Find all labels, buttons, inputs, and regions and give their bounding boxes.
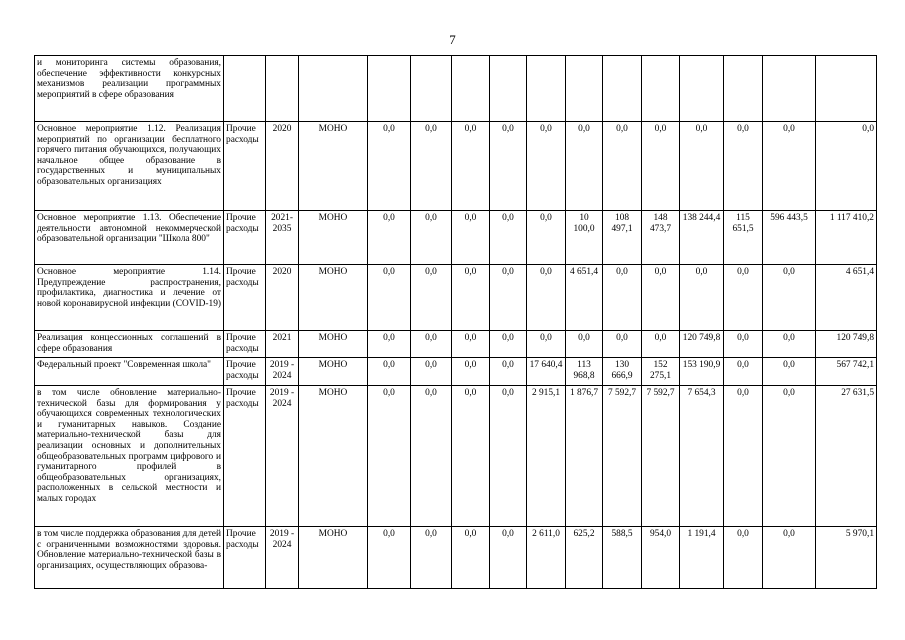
table-row bbox=[35, 386, 877, 527]
value-cell bbox=[680, 56, 724, 122]
implementation-years: 2019 - 2024 bbox=[266, 386, 299, 527]
value-cell: 113 968,8 bbox=[566, 358, 603, 386]
activity-description: в том числе поддержка образования для детей с ограниченными возможностями здоровья. Обновление материально-технической базы в организациях, осуществляющих образова- bbox=[35, 527, 224, 589]
value-cell: 0,0 bbox=[452, 211, 490, 265]
value-cell: 0,0 bbox=[368, 122, 411, 211]
value-cell: 0,0 bbox=[490, 331, 527, 358]
value-cell: 120 749,8 bbox=[680, 331, 724, 358]
value-cell: 0,0 bbox=[411, 527, 452, 589]
value-cell: 0,0 bbox=[490, 386, 527, 527]
value-cell: 17 640,4 bbox=[527, 358, 566, 386]
table-row bbox=[35, 122, 877, 211]
value-cell: 0,0 bbox=[763, 122, 816, 211]
activity-description: и мониторинга системы образования, обеспечение эффективности конкурсных механизмов реализации программных мероприятий в сфере образования bbox=[35, 56, 224, 122]
executor: МОНО bbox=[299, 527, 368, 589]
executor: МОНО bbox=[299, 331, 368, 358]
value-cell: 0,0 bbox=[724, 331, 763, 358]
value-cell bbox=[490, 56, 527, 122]
activity-description: Реализация концессионных соглашений в сфере образования bbox=[35, 331, 224, 358]
value-cell: 138 244,4 bbox=[680, 211, 724, 265]
value-cell: 2 611,0 bbox=[527, 527, 566, 589]
executor: МОНО bbox=[299, 122, 368, 211]
activity-description: Основное мероприятие 1.14. Предупреждение распространения, профилактика, диагностика и лечение от новой коронавирусной инфекции (COVID-19) bbox=[35, 265, 224, 331]
value-cell: 0,0 bbox=[411, 331, 452, 358]
table-row bbox=[35, 265, 877, 331]
value-cell: 0,0 bbox=[566, 122, 603, 211]
value-cell: 0,0 bbox=[680, 122, 724, 211]
value-cell: 0,0 bbox=[527, 265, 566, 331]
activity-description: Основное мероприятие 1.13. Обеспечение деятельности автономной некоммерческой образовательной организации "Школа 800" bbox=[35, 211, 224, 265]
total-cell: 5 970,1 bbox=[816, 527, 877, 589]
value-cell: 0,0 bbox=[763, 527, 816, 589]
value-cell: 115 651,5 bbox=[724, 211, 763, 265]
implementation-years: 2020 bbox=[266, 122, 299, 211]
implementation-years: 2021 bbox=[266, 331, 299, 358]
value-cell: 0,0 bbox=[490, 265, 527, 331]
value-cell: 153 190,9 bbox=[680, 358, 724, 386]
value-cell: 0,0 bbox=[724, 358, 763, 386]
budget-table bbox=[34, 55, 877, 589]
value-cell: 0,0 bbox=[452, 331, 490, 358]
value-cell bbox=[603, 56, 642, 122]
executor: МОНО bbox=[299, 211, 368, 265]
value-cell: 7 592,7 bbox=[642, 386, 680, 527]
total-cell: 0,0 bbox=[816, 122, 877, 211]
value-cell: 0,0 bbox=[642, 122, 680, 211]
page-number: 7 bbox=[449, 32, 456, 47]
value-cell bbox=[452, 56, 490, 122]
implementation-years: 2019 - 2024 bbox=[266, 358, 299, 386]
activity-description: в том числе обновление материально-технической базы для формирования у обучающихся современных технологических и гуманитарных навыков. Создание материально-технической базы для реализации основных и дополнительных общеобразовательных программ цифрового и гуманитарного профилей в общеобразовательных организациях, расположенных в сельской местности и малых городах bbox=[35, 386, 224, 527]
value-cell: 0,0 bbox=[368, 358, 411, 386]
value-cell bbox=[566, 56, 603, 122]
value-cell: 4 651,4 bbox=[566, 265, 603, 331]
implementation-years: 2020 bbox=[266, 265, 299, 331]
value-cell: 2 915,1 bbox=[527, 386, 566, 527]
value-cell bbox=[642, 56, 680, 122]
funding-source: Прочие расходы bbox=[224, 358, 266, 386]
value-cell: 0,0 bbox=[368, 265, 411, 331]
value-cell: 0,0 bbox=[411, 265, 452, 331]
value-cell: 1 191,4 bbox=[680, 527, 724, 589]
value-cell: 0,0 bbox=[368, 386, 411, 527]
total-cell: 120 749,8 bbox=[816, 331, 877, 358]
value-cell: 0,0 bbox=[368, 527, 411, 589]
value-cell: 0,0 bbox=[411, 211, 452, 265]
value-cell: 596 443,5 bbox=[763, 211, 816, 265]
value-cell: 0,0 bbox=[763, 358, 816, 386]
activity-description: Федеральный проект "Современная школа" bbox=[35, 358, 224, 386]
value-cell: 0,0 bbox=[603, 265, 642, 331]
value-cell: 152 275,1 bbox=[642, 358, 680, 386]
value-cell: 0,0 bbox=[452, 122, 490, 211]
implementation-years bbox=[266, 56, 299, 122]
total-cell: 567 742,1 bbox=[816, 358, 877, 386]
value-cell bbox=[411, 56, 452, 122]
value-cell: 0,0 bbox=[490, 122, 527, 211]
table-row bbox=[35, 331, 877, 358]
table-row bbox=[35, 527, 877, 589]
value-cell: 0,0 bbox=[411, 122, 452, 211]
value-cell: 0,0 bbox=[603, 122, 642, 211]
value-cell: 0,0 bbox=[490, 527, 527, 589]
value-cell: 0,0 bbox=[452, 265, 490, 331]
value-cell: 0,0 bbox=[724, 386, 763, 527]
value-cell: 0,0 bbox=[724, 265, 763, 331]
value-cell: 0,0 bbox=[642, 331, 680, 358]
activity-description: Основное мероприятие 1.12. Реализация мероприятий по организации бесплатного горячего питания обучающихся, получающих начальное общее образование в государственных и муниципальных образовательных организациях bbox=[35, 122, 224, 211]
value-cell: 1 876,7 bbox=[566, 386, 603, 527]
value-cell: 0,0 bbox=[368, 211, 411, 265]
funding-source: Прочие расходы bbox=[224, 386, 266, 527]
value-cell: 954,0 bbox=[642, 527, 680, 589]
value-cell: 10 100,0 bbox=[566, 211, 603, 265]
value-cell: 0,0 bbox=[724, 122, 763, 211]
value-cell: 130 666,9 bbox=[603, 358, 642, 386]
value-cell: 7 654,3 bbox=[680, 386, 724, 527]
value-cell: 0,0 bbox=[490, 358, 527, 386]
funding-source: Прочие расходы bbox=[224, 122, 266, 211]
funding-source: Прочие расходы bbox=[224, 211, 266, 265]
total-cell bbox=[816, 56, 877, 122]
funding-source: Прочие расходы bbox=[224, 527, 266, 589]
value-cell: 625,2 bbox=[566, 527, 603, 589]
funding-source: Прочие расходы bbox=[224, 265, 266, 331]
value-cell: 0,0 bbox=[411, 358, 452, 386]
value-cell: 7 592,7 bbox=[603, 386, 642, 527]
value-cell: 0,0 bbox=[680, 265, 724, 331]
value-cell bbox=[368, 56, 411, 122]
value-cell: 0,0 bbox=[368, 331, 411, 358]
executor: МОНО bbox=[299, 358, 368, 386]
value-cell bbox=[724, 56, 763, 122]
value-cell bbox=[763, 56, 816, 122]
total-cell: 27 631,5 bbox=[816, 386, 877, 527]
value-cell: 0,0 bbox=[763, 331, 816, 358]
value-cell: 0,0 bbox=[411, 386, 452, 527]
value-cell: 108 497,1 bbox=[603, 211, 642, 265]
value-cell bbox=[527, 56, 566, 122]
total-cell: 1 117 410,2 bbox=[816, 211, 877, 265]
value-cell: 0,0 bbox=[763, 265, 816, 331]
value-cell: 0,0 bbox=[603, 331, 642, 358]
value-cell: 0,0 bbox=[527, 211, 566, 265]
value-cell: 0,0 bbox=[763, 386, 816, 527]
value-cell: 0,0 bbox=[452, 358, 490, 386]
table-row bbox=[35, 358, 877, 386]
value-cell: 0,0 bbox=[527, 122, 566, 211]
executor: МОНО bbox=[299, 265, 368, 331]
table-row bbox=[35, 56, 877, 122]
implementation-years: 2019 - 2024 bbox=[266, 527, 299, 589]
value-cell: 588,5 bbox=[603, 527, 642, 589]
value-cell: 0,0 bbox=[490, 211, 527, 265]
value-cell: 0,0 bbox=[452, 386, 490, 527]
value-cell: 0,0 bbox=[566, 331, 603, 358]
total-cell: 4 651,4 bbox=[816, 265, 877, 331]
value-cell: 0,0 bbox=[527, 331, 566, 358]
value-cell: 0,0 bbox=[452, 527, 490, 589]
table-row bbox=[35, 211, 877, 265]
value-cell: 0,0 bbox=[724, 527, 763, 589]
implementation-years: 2021-2035 bbox=[266, 211, 299, 265]
value-cell: 148 473,7 bbox=[642, 211, 680, 265]
executor bbox=[299, 56, 368, 122]
funding-source bbox=[224, 56, 266, 122]
value-cell: 0,0 bbox=[642, 265, 680, 331]
funding-source: Прочие расходы bbox=[224, 331, 266, 358]
executor: МОНО bbox=[299, 386, 368, 527]
